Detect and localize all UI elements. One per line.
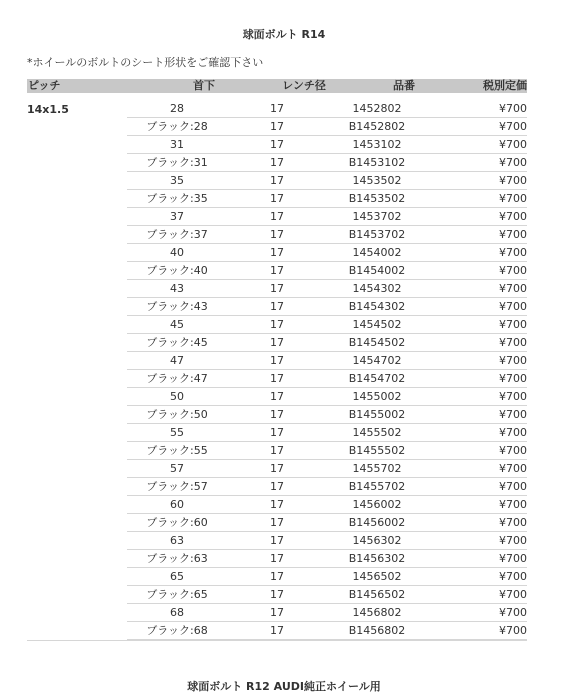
table-row [127,568,527,586]
cell-price: ¥700 [499,102,527,115]
table-row [127,100,527,118]
cell-wrench-size: 17 [270,390,284,403]
cell-part-number: 1453702 [352,210,402,223]
cell-wrench-size: 17 [270,588,284,601]
cell-price: ¥700 [499,300,527,313]
table-row [127,136,527,154]
seat-shape-note: *ホイールのボルトのシート形状をご確認下さい [27,56,264,69]
product-table-body [127,100,527,640]
cell-length: ブラック:31 [146,156,208,169]
cell-length: 65 [170,570,184,583]
table-row [127,550,527,568]
table-row [127,586,527,604]
table-row [127,208,527,226]
cell-length: 28 [170,102,184,115]
table-row [127,118,527,136]
cell-length: ブラック:63 [146,552,208,565]
cell-part-number: 1455002 [352,390,402,403]
cell-wrench-size: 17 [270,246,284,259]
cell-part-number: 1456502 [352,570,402,583]
cell-part-number: 1456302 [352,534,402,547]
cell-wrench-size: 17 [270,192,284,205]
cell-price: ¥700 [499,336,527,349]
cell-length: 55 [170,426,184,439]
cell-price: ¥700 [499,192,527,205]
cell-part-number: B1452802 [348,120,406,133]
table-row [127,172,527,190]
cell-price: ¥700 [499,264,527,277]
table-row [127,460,527,478]
cell-part-number: B1454502 [348,336,406,349]
next-section-title: 球面ボルト R12 AUDI純正ホイール用 [187,680,381,693]
cell-part-number: B1453502 [348,192,406,205]
header-part-number: 品番 [393,79,415,92]
cell-wrench-size: 17 [270,462,284,475]
cell-price: ¥700 [499,624,527,637]
cell-length: ブラック:28 [146,120,208,133]
cell-length: 35 [170,174,184,187]
table-row [127,478,527,496]
cell-wrench-size: 17 [270,138,284,151]
cell-wrench-size: 17 [270,624,284,637]
table-row [127,604,527,622]
cell-price: ¥700 [499,210,527,223]
cell-wrench-size: 17 [270,210,284,223]
cell-price: ¥700 [499,354,527,367]
cell-price: ¥700 [499,444,527,457]
header-pitch: ピッチ [28,79,61,92]
cell-part-number: 1454002 [352,246,402,259]
table-row [127,244,527,262]
cell-part-number: 1454302 [352,282,402,295]
cell-part-number: 1453502 [352,174,402,187]
table-row [127,190,527,208]
cell-price: ¥700 [499,408,527,421]
cell-length: 63 [170,534,184,547]
cell-wrench-size: 17 [270,552,284,565]
cell-part-number: B1454702 [348,372,406,385]
cell-price: ¥700 [499,588,527,601]
cell-price: ¥700 [499,462,527,475]
cell-length: 37 [170,210,184,223]
cell-wrench-size: 17 [270,498,284,511]
cell-part-number: B1455002 [348,408,406,421]
table-row [127,496,527,514]
cell-wrench-size: 17 [270,264,284,277]
cell-length: ブラック:57 [146,480,208,493]
cell-price: ¥700 [499,570,527,583]
cell-part-number: 1453102 [352,138,402,151]
cell-wrench-size: 17 [270,336,284,349]
cell-length: ブラック:65 [146,588,208,601]
table-row [127,280,527,298]
cell-length: 60 [170,498,184,511]
cell-length: 31 [170,138,184,151]
cell-length: 50 [170,390,184,403]
table-row [127,262,527,280]
cell-price: ¥700 [499,516,527,529]
cell-price: ¥700 [499,318,527,331]
table-row [127,298,527,316]
cell-part-number: 1452802 [352,102,402,115]
cell-length: 43 [170,282,184,295]
table-bottom-divider [27,640,527,641]
cell-price: ¥700 [499,390,527,403]
cell-wrench-size: 17 [270,282,284,295]
cell-part-number: B1455502 [348,444,406,457]
cell-price: ¥700 [499,534,527,547]
table-row [127,388,527,406]
cell-price: ¥700 [499,426,527,439]
cell-price: ¥700 [499,480,527,493]
cell-length: ブラック:43 [146,300,208,313]
cell-price: ¥700 [499,246,527,259]
cell-length: 68 [170,606,184,619]
cell-part-number: B1456302 [348,552,406,565]
cell-part-number: B1454002 [348,264,406,277]
page-title: 球面ボルト R14 [242,28,326,41]
cell-part-number: 1455502 [352,426,402,439]
table-row [127,406,527,424]
cell-length: 45 [170,318,184,331]
cell-part-number: B1455702 [348,480,406,493]
cell-price: ¥700 [499,120,527,133]
cell-price: ¥700 [499,552,527,565]
cell-wrench-size: 17 [270,570,284,583]
header-wrench-size: レンチ径 [282,79,326,92]
table-row [127,424,527,442]
cell-length: ブラック:37 [146,228,208,241]
cell-part-number: B1456502 [348,588,406,601]
cell-wrench-size: 17 [270,444,284,457]
cell-wrench-size: 17 [270,228,284,241]
cell-part-number: 1454702 [352,354,402,367]
cell-wrench-size: 17 [270,606,284,619]
cell-part-number: B1456002 [348,516,406,529]
cell-length: ブラック:45 [146,336,208,349]
cell-price: ¥700 [499,138,527,151]
cell-part-number: 1456802 [352,606,402,619]
table-row [127,316,527,334]
table-row [127,352,527,370]
cell-length: ブラック:40 [146,264,208,277]
cell-length: ブラック:35 [146,192,208,205]
cell-part-number: B1453702 [348,228,406,241]
cell-wrench-size: 17 [270,102,284,115]
table-row [127,154,527,172]
pitch-value: 14x1.5 [27,103,69,116]
cell-price: ¥700 [499,498,527,511]
header-length: 首下 [193,79,215,92]
cell-price: ¥700 [499,606,527,619]
cell-part-number: B1453102 [348,156,406,169]
cell-wrench-size: 17 [270,156,284,169]
cell-price: ¥700 [499,174,527,187]
cell-wrench-size: 17 [270,300,284,313]
cell-length: ブラック:60 [146,516,208,529]
cell-wrench-size: 17 [270,480,284,493]
cell-length: ブラック:50 [146,408,208,421]
header-price: 税別定価 [483,79,527,92]
cell-price: ¥700 [499,372,527,385]
cell-length: 47 [170,354,184,367]
table-row [127,622,527,640]
cell-price: ¥700 [499,228,527,241]
table-row [127,442,527,460]
cell-length: 40 [170,246,184,259]
cell-wrench-size: 17 [270,408,284,421]
cell-wrench-size: 17 [270,318,284,331]
cell-part-number: B1456802 [348,624,406,637]
table-row [127,334,527,352]
cell-wrench-size: 17 [270,516,284,529]
cell-wrench-size: 17 [270,372,284,385]
cell-length: ブラック:55 [146,444,208,457]
cell-wrench-size: 17 [270,120,284,133]
cell-wrench-size: 17 [270,534,284,547]
cell-wrench-size: 17 [270,174,284,187]
cell-length: ブラック:68 [146,624,208,637]
cell-part-number: 1456002 [352,498,402,511]
cell-price: ¥700 [499,156,527,169]
cell-part-number: 1454502 [352,318,402,331]
cell-part-number: 1455702 [352,462,402,475]
cell-wrench-size: 17 [270,426,284,439]
table-row [127,226,527,244]
cell-length: 57 [170,462,184,475]
cell-wrench-size: 17 [270,354,284,367]
table-row [127,532,527,550]
table-row [127,370,527,388]
cell-price: ¥700 [499,282,527,295]
cell-part-number: B1454302 [348,300,406,313]
table-header [27,79,527,93]
cell-length: ブラック:47 [146,372,208,385]
table-row [127,514,527,532]
